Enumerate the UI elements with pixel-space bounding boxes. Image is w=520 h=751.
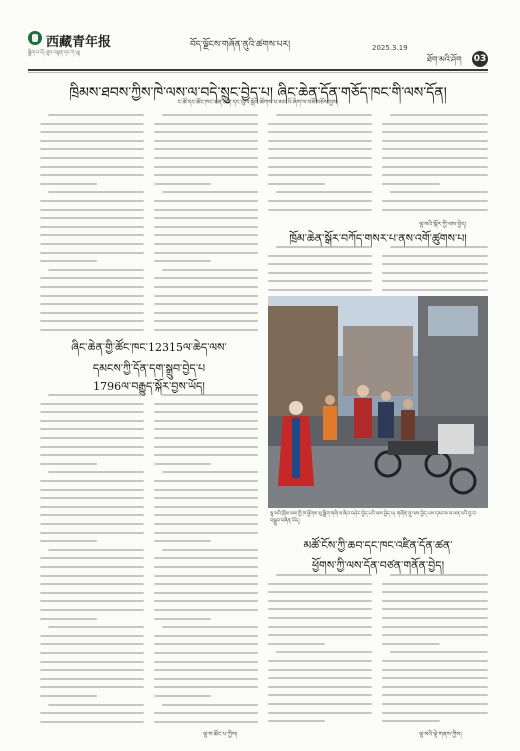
body-text-line [154,695,211,697]
body-text-line [154,540,211,542]
body-text-line [382,583,488,585]
body-text-line [48,191,144,193]
body-text-line [268,669,372,671]
body-text-line [40,312,144,314]
body-text-line [268,166,372,168]
body-text-line [382,608,488,610]
body-text-line [154,480,258,482]
third-headline: ཁྲོམ་ཆེན་སྒོར་བཀོད་གསར་པ་ནས་འགོ་ཚུགས་པ། [289,232,467,245]
body-text-line [40,575,144,577]
body-text-line [154,497,258,499]
body-text-line [382,131,488,133]
fourth-headline-line-2: ཕྱོགས་ཀྱི་ལས་དོན་བཙན་གནོན་བྱེད། [311,559,445,572]
body-text-line [382,626,488,628]
body-text-line [268,686,372,688]
body-text-line [162,394,258,396]
body-text-line [154,174,258,176]
body-text-line [268,183,325,185]
body-text-line [40,643,144,645]
body-text-line [40,721,144,723]
body-text-line [40,514,144,516]
body-text-line [268,626,372,628]
body-text-line [162,114,258,116]
body-text-line [40,712,144,714]
body-text-line [390,191,488,193]
body-text-line [40,592,144,594]
body-text-line [162,191,258,193]
body-text-line [154,583,258,585]
body-text-line [154,575,258,577]
body-text-line [382,591,488,593]
body-text-line [390,246,488,248]
body-text-line [154,600,258,602]
body-text-line [268,591,372,593]
body-text-line [154,157,258,159]
body-text-line [40,226,144,228]
body-text-line [154,411,258,413]
body-text-line [40,320,144,322]
body-text-line [154,286,258,288]
body-text-line [154,260,211,262]
body-text-line [382,174,488,176]
body-text-line [154,320,258,322]
body-text-line [40,669,144,671]
body-text-line [382,148,488,150]
body-text-line [268,174,372,176]
street-photo [268,296,488,508]
body-text-line [40,686,144,688]
body-text-line [40,523,144,525]
body-text-line [40,243,144,245]
body-text-line [40,428,144,430]
body-text-line [40,566,144,568]
body-text-line [382,280,488,282]
body-text-line [40,600,144,602]
body-text-line [390,114,488,116]
body-text-line [48,626,144,628]
body-text-line [268,583,372,585]
body-text-line [162,471,258,473]
body-text-line [40,480,144,482]
body-text-line [40,678,144,680]
body-text-line [154,566,258,568]
body-text-line [40,618,97,620]
body-text-line [154,403,258,405]
body-text-line [154,312,258,314]
body-text-line [268,677,372,679]
tibetan-paper-name: བོད་ལྗོངས་གཞོན་ནུའི་ཚགས་པར། [190,40,291,50]
body-text-line [40,540,97,542]
body-text-line [40,463,97,465]
body-text-line [40,635,144,637]
second-article-footer: ལྷ་ས་ཚོང་པ་ཀྱིས། [203,731,238,738]
body-text-line [162,269,258,271]
body-text-line [48,394,144,396]
body-text-line [154,489,258,491]
body-text-line [40,420,144,422]
body-text-line [382,272,488,274]
body-text-line [154,123,258,125]
body-text-line [268,272,372,274]
body-text-line [40,295,144,297]
body-text-line [154,428,258,430]
body-text-line [154,686,258,688]
body-text-line [40,532,144,534]
body-text-line [154,712,258,714]
body-text-line [154,463,211,465]
body-text-line [154,652,258,654]
body-text-line [382,200,488,202]
body-text-line [40,234,144,236]
body-text-line [268,200,372,202]
body-text-line [40,497,144,499]
body-text-line [268,140,372,142]
body-text-line [154,678,258,680]
body-text-line [268,255,372,257]
body-text-line [40,303,144,305]
body-text-line [268,157,372,159]
body-text-line [40,489,144,491]
body-text-line [40,183,97,185]
second-headline-line-3: 1796ལ་བརྒྱུད་སྐོར་བྱས་ཡོད། [93,380,205,393]
third-article-column-1 [268,246,372,292]
body-text-line [154,506,258,508]
body-text-line [40,260,97,262]
main-article-column-4 [382,114,488,214]
body-text-line [268,643,325,645]
body-text-line [382,617,488,619]
body-text-line [154,131,258,133]
body-text-line [390,651,488,653]
body-text-line [276,574,372,576]
fourth-article-column-1 [268,574,372,724]
masthead-rule-thin [28,72,488,73]
body-text-line [154,303,258,305]
body-text-line [268,263,372,265]
body-text-line [48,704,144,706]
body-text-line [382,166,488,168]
body-text-line [48,471,144,473]
third-article-column-2 [382,246,488,292]
body-text-line [40,411,144,413]
body-text-line [40,652,144,654]
body-text-line [382,660,488,662]
body-text-line [154,420,258,422]
body-text-line [276,246,372,248]
main-byline: ང་ཚོ་དང་ཚོང་ཁང་ཅན་ཆེན་དང་ཡུལ་སྒོའི་ཚོགས་པ་མང་པོ་ཞིག་ལ་བཟོ་བཅོས་བྱས། [177,99,339,106]
body-text-line [40,123,144,125]
body-text-line [382,703,488,705]
body-text-line [382,157,488,159]
body-text-line [40,148,144,150]
body-text-line [154,618,211,620]
body-text-line [382,669,488,671]
body-text-line [382,643,440,645]
masthead [0,0,520,78]
body-text-line [382,677,488,679]
photo-caption: ལྷ་སའི་ཁྲོམ་ལམ་གྱི་ཁ་ཕྱོགས་སུ་སྒྲིག་གཞི་ལ་ཞིབ་བཤེར་བྱེད་པའི་ལས་བྱེད་པ། གཞོན་ནུ་ལས་བྱེད་པས་དམངས་ལ་ཕན་པའི་བྱ་བ་བསྒྲུབ་བཞིན་ཡོད། [270,511,477,524]
body-text-line [154,437,258,439]
body-text-line [268,280,372,282]
page-number-badge: 03 [472,51,488,67]
body-text-line [382,183,440,185]
body-text-line [382,720,440,722]
body-text-line [268,703,372,705]
body-text-line [154,557,258,559]
body-text-line [268,720,325,722]
body-text-line [40,140,144,142]
main-article-column-1 [40,114,144,334]
body-text-line [40,403,144,405]
body-text-line [382,686,488,688]
body-text-line [154,523,258,525]
body-text-line [154,183,211,185]
main-headline: ཁྲིམས་ཐབས་ཀྱིས་ཁེ་ལས་ལ་བདེ་སྲུང་བྱེད་པ། ཞིང་ཆེན་དོན་གཅོད་ཁང་གི་ལས་དོན། [69,85,447,101]
body-text-line [154,669,258,671]
body-text-line [268,634,372,636]
body-text-line [382,123,488,125]
body-text-line [40,217,144,219]
body-text-line [162,549,258,551]
body-text-line [268,712,372,714]
street-photo-illustration [268,296,488,508]
newspaper-logo [28,31,42,45]
body-text-line [382,263,488,265]
body-text-line [40,661,144,663]
body-text-line [154,148,258,150]
body-text-line [40,157,144,159]
main-article-footer: ལྷ་སའི་སྐོར་ཀྱི་ལས་བྱེད། [419,221,467,228]
main-article-column-2 [154,114,258,334]
body-text-line [382,634,488,636]
body-text-line [48,549,144,551]
body-text-line [40,329,144,331]
body-text-line [154,721,258,723]
body-text-line [48,269,144,271]
section-label: ཐོག་མའི་ཤོག [427,55,462,64]
body-text-line [154,454,258,456]
body-text-line [162,626,258,628]
body-text-line [268,148,372,150]
second-headline-line-2: དམངས་ཀྱི་དོན་དག་སྒྲུབ་བྱེད་པ [92,362,206,375]
main-article-column-3 [268,114,372,220]
body-text-line [154,295,258,297]
body-text-line [154,609,258,611]
fourth-headline-line-1: མཚོ་ངོས་ཀྱི་ཆབ་དང་ཁང་འཛིན་དོན་ཚན་ [303,539,453,552]
body-text-line [154,635,258,637]
second-headline-line-1: ཞིང་ཆེན་གྱི་ཚོང་ཁང་12315ལ་ཆེད་ལས་ [71,341,227,354]
body-text-line [40,446,144,448]
body-text-line [154,661,258,663]
fourth-article-column-2 [382,574,488,724]
body-text-line [154,217,258,219]
body-text-line [40,200,144,202]
body-text-line [40,209,144,211]
body-text-line [268,600,372,602]
body-text-line [276,114,372,116]
body-text-line [40,506,144,508]
body-text-line [382,209,488,211]
body-text-line [40,286,144,288]
body-text-line [154,514,258,516]
body-text-line [154,592,258,594]
body-text-line [40,166,144,168]
body-text-line [40,609,144,611]
body-text-line [154,234,258,236]
body-text-line [268,608,372,610]
body-text-line [268,123,372,125]
body-text-line [154,140,258,142]
body-text-line [40,252,144,254]
body-text-line [154,446,258,448]
body-text-line [268,289,372,291]
body-text-line [382,694,488,696]
body-text-line [382,600,488,602]
masthead-rule [28,69,488,71]
body-text-line [40,277,144,279]
body-text-line [382,289,488,291]
body-text-line [40,437,144,439]
second-article-column-2 [154,394,258,724]
body-text-line [154,200,258,202]
body-text-line [154,329,258,331]
body-text-line [154,643,258,645]
body-text-line [40,174,144,176]
fourth-article-footer: ལྷ་སའི་ལྟེ་གནས་ཀྱིས། [419,731,462,738]
body-text-line [48,114,144,116]
body-text-line [276,651,372,653]
body-text-line [40,583,144,585]
body-text-line [154,166,258,168]
body-text-line [40,557,144,559]
body-text-line [162,704,258,706]
body-text-line [154,243,258,245]
second-article-column-1 [40,394,144,724]
body-text-line [154,226,258,228]
body-text-line [40,695,97,697]
body-text-line [268,617,372,619]
body-text-line [382,255,488,257]
body-text-line [40,454,144,456]
body-text-line [268,209,372,211]
body-text-line [382,712,488,714]
paper-name: 西藏青年报 [46,35,112,50]
issue-date: 2025.3.19 [372,44,408,52]
body-text-line [268,694,372,696]
body-text-line [382,140,488,142]
editors-line: སྒྲིག་པ་པོ། ཐུབ་བསྟན་དང་ཀ་ཡུ། [28,50,81,56]
body-text-line [268,131,372,133]
body-text-line [40,131,144,133]
body-text-line [154,252,258,254]
body-text-line [154,532,258,534]
body-text-line [276,191,372,193]
body-text-line [154,209,258,211]
body-text-line [390,574,488,576]
body-text-line [268,660,372,662]
body-text-line [154,277,258,279]
